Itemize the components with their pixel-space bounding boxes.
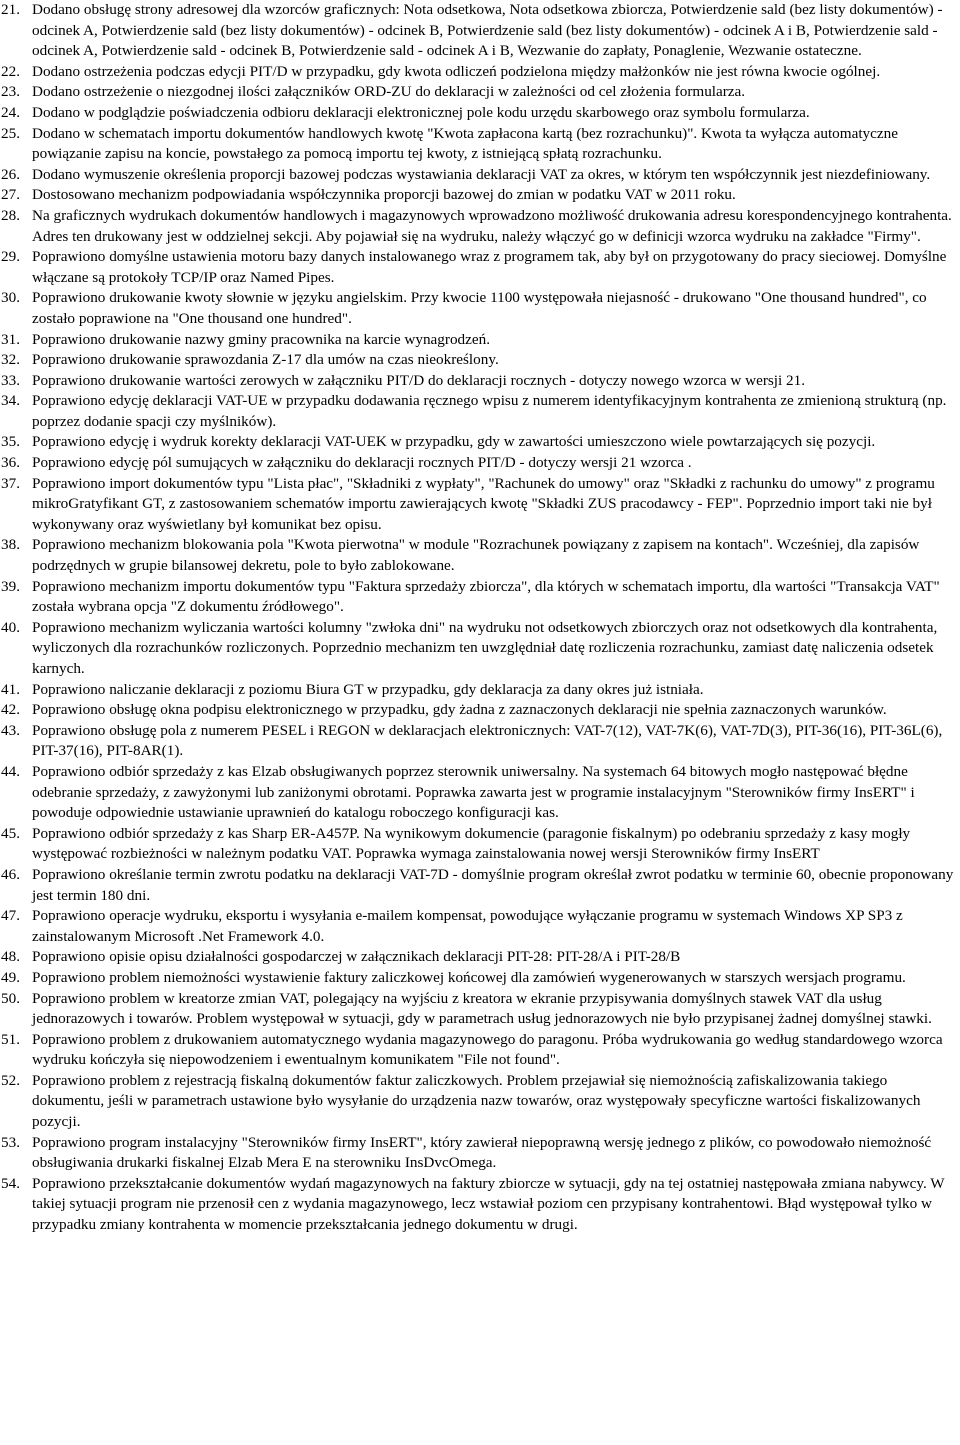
item-text: Poprawiono problem z drukowaniem automatycznego wydania magazynowego do paragonu. Próba wydrukowania go według standardowego wzorca wydruku kończyła się niepowodzeniem i ewentualnym komunikatem "File not found". bbox=[32, 1030, 943, 1069]
list-item bbox=[0, 721, 960, 762]
list-item bbox=[0, 1071, 960, 1133]
item-text: Poprawiono program instalacyjny "Sterowników firmy InsERT", który zawierał niepoprawną wersję jednego z plików, co powodowało niemożność obsługiwania drukarki fiskalnej Elzab Mera E na sterowniku InsDvcOmega. bbox=[32, 1133, 932, 1172]
list-item bbox=[0, 1133, 960, 1174]
item-number: 50. bbox=[1, 989, 20, 1007]
list-item bbox=[0, 288, 960, 329]
list-item bbox=[0, 824, 960, 865]
item-number: 48. bbox=[1, 948, 20, 966]
item-number: 32. bbox=[1, 351, 20, 369]
item-text: Dodano obsługę strony adresowej dla wzorców graficznych: Nota odsetkowa, Nota odsetkowa zbiorcza, Potwierdzenie sald (bez listy dokumentów) - odcinek A, Potwierdzenie sald (bez listy dokumentów) - odcinek B, Potwierdzenie sald (bez listy dokumentów) - odcinek A i B, Potwierdzenie sald - odcinek A, Potwierdzenie sald - odcinek B, Potwierdzenie sald - odcinek A i B, Wezwanie do zapłaty, Ponaglenie, Wezwanie ostateczne. bbox=[32, 1, 943, 60]
item-text: Poprawiono problem niemożności wystawienie faktury zaliczkowej końcowej dla zamówień wygenerowanych w starszych wersjach programu. bbox=[32, 968, 906, 986]
item-text: Poprawiono naliczanie deklaracji z poziomu Biura GT w przypadku, gdy deklaracja za dany okres już istniała. bbox=[32, 680, 704, 698]
item-number: 49. bbox=[1, 968, 20, 986]
item-text: Poprawiono drukowanie kwoty słownie w języku angielskim. Przy kwocie 1100 występowała niejasność - drukowano "One thousand hundred", co zostało poprawione na "One thousand one hundred". bbox=[32, 289, 927, 327]
item-text: Poprawiono edycję i wydruk korekty deklaracji VAT-UEK w przypadku, gdy w zawartości umieszczono wiele powtarzających się pozycji. bbox=[32, 433, 876, 451]
item-text: Poprawiono mechanizm blokowania pola "Kwota pierwotna" w module "Rozrachunek powiązany z zapisem na kontach". Wcześniej, dla zapisów podrzędnych w grupie bilansowej dekretu, pole to było zablokowane. bbox=[32, 536, 920, 575]
list-item bbox=[0, 906, 960, 947]
item-text: Poprawiono drukowanie sprawozdania Z-17 dla umów na czas nieokreślony. bbox=[32, 351, 499, 369]
item-text: Dodano w schematach importu dokumentów handlowych kwotę "Kwota zapłacona kartą (bez rozrachunku)". Kwota ta wyłącza automatyczne powiązanie zapisu na koncie, powstałego za pomocą importu tej kwoty, z istniejącą spłatą rozrachunku. bbox=[32, 124, 898, 163]
item-number: 25. bbox=[1, 124, 20, 142]
item-text: Poprawiono obsługę pola z numerem PESEL i REGON w deklaracjach elektronicznych: VAT-7(12), VAT-7K(6), VAT-7D(3), PIT-36(16), PIT-36L(6), PIT-37(16), PIT-8AR(1). bbox=[32, 721, 943, 760]
list-item bbox=[0, 1030, 960, 1071]
item-number: 31. bbox=[1, 330, 20, 348]
item-text: Poprawiono mechanizm importu dokumentów typu "Faktura sprzedaży zbiorcza", dla których w schematach importu, dla wartości "Transakcja VAT" została wybrana opcja "Z dokumentu źródłowego". bbox=[32, 577, 940, 616]
item-text: Poprawiono edycję pól sumujących w załączniku do deklaracji rocznych PIT/D - dotyczy wersji 21 wzorca . bbox=[32, 454, 692, 472]
list-item bbox=[0, 989, 960, 1030]
item-number: 29. bbox=[1, 248, 20, 266]
item-number: 54. bbox=[1, 1174, 20, 1192]
item-number: 33. bbox=[1, 371, 20, 389]
list-item bbox=[0, 700, 960, 721]
item-number: 47. bbox=[1, 907, 20, 925]
item-text: Dostosowano mechanizm podpowiadania współczynnika proporcji bazowej do zmian w podatku VAT w 2011 roku. bbox=[32, 186, 736, 204]
list-item bbox=[0, 762, 960, 824]
item-number: 27. bbox=[1, 186, 20, 204]
item-text: Poprawiono operacje wydruku, eksportu i wysyłania e-mailem kompensat, powodujące wyłączanie programu w systemach Windows XP SP3 z zainstalowanym Microsoft .Net Framework 4.0. bbox=[32, 907, 903, 945]
item-text: Poprawiono przekształcanie dokumentów wydań magazynowych na faktury zbiorcze w sytuacji, gdy na tej ostatniej następowała zmiana nabywcy. W takiej sytuacji program nie przenosił cen z wydania magazynowego, lecz wstawiał poziom cen przypisany kontrahentowi. Błąd występował tylko w przypadku zmiany kontrahenta w momencie przekształcania jednego dokumentu w drugi. bbox=[32, 1174, 945, 1234]
list-item bbox=[0, 82, 960, 103]
item-number: 38. bbox=[1, 536, 20, 554]
item-text: Poprawiono określanie termin zwrotu podatku na deklaracji VAT-7D - domyślnie program określał zwrot podatku w terminie 60, obecnie proponowany jest termin 180 dni. bbox=[32, 865, 954, 904]
list-item bbox=[0, 432, 960, 453]
list-item bbox=[0, 968, 960, 989]
item-number: 28. bbox=[1, 206, 20, 224]
item-number: 45. bbox=[1, 824, 20, 842]
item-text: Poprawiono drukowanie wartości zerowych w załączniku PIT/D do deklaracji rocznych - dotyczy nowego wzorca w wersji 21. bbox=[32, 371, 806, 389]
item-number: 41. bbox=[1, 680, 20, 698]
item-number: 37. bbox=[1, 474, 20, 492]
list-item bbox=[0, 1174, 960, 1236]
item-number: 21. bbox=[1, 1, 20, 18]
item-text: Dodano wymuszenie określenia proporcji bazowej podczas wystawiania deklaracji VAT za okres, w którym ten współczynnik jest niezdefiniowany. bbox=[32, 165, 931, 183]
item-text: Poprawiono obsługę okna podpisu elektronicznego w przypadku, gdy żadna z zaznaczonych deklaracji nie spełnia zaznaczonych warunków. bbox=[32, 701, 887, 719]
item-text: Poprawiono odbiór sprzedaży z kas Sharp ER-A457P. Na wynikowym dokumencie (paragonie fiskalnym) po odebraniu sprzedaży z kasy mogły występować rozbieżności w należnym podatku VAT. Poprawka wymaga zainstalowania nowej wersji Sterowników firmy InsERT bbox=[32, 824, 911, 863]
item-number: 39. bbox=[1, 577, 20, 595]
item-text: Poprawiono mechanizm wyliczania wartości kolumny "zwłoka dni" na wydruku not odsetkowych zbiorczych oraz not odsetkowych dla kontrahenta, wyliczonych dla rozrachunków rozliczonych. Poprzednio mechanizm ten uwzględniał datę rozliczenia rozrachunku, zamiast datę naliczenia odsetek karnych. bbox=[32, 618, 938, 677]
item-number: 40. bbox=[1, 618, 20, 636]
item-text: Poprawiono import dokumentów typu "Lista płac", "Składniki z wypłaty", "Rachunek do umowy" oraz "Składki z rachunku do umowy" z programu mikroGratyfikant GT, z zastosowaniem schematów importu zawierających kwotę "Składki ZUS pracodawcy - FEP". Poprzednio import taki nie był wykonywany oraz wyświetlany był komunikat bez opisu. bbox=[32, 474, 935, 533]
list-item bbox=[0, 350, 960, 371]
item-number: 26. bbox=[1, 165, 20, 183]
item-text: Dodano ostrzeżenia podczas edycji PIT/D w przypadku, gdy kwota odliczeń podzielona między małżonków nie jest równa kwocie ogólnej. bbox=[32, 62, 881, 80]
item-number: 52. bbox=[1, 1071, 20, 1089]
item-text: Poprawiono problem w kreatorze zmian VAT, polegający na wyjściu z kreatora w ekranie przypisywania domyślnych stawek VAT dla usług jednorazowych i towarów. Problem występował w sytuacji, gdy w parametrach usług jednorazowych nie było przypisanej żadnej domyślnej stawki. bbox=[32, 989, 932, 1028]
list-item bbox=[0, 577, 960, 618]
item-text: Dodano w podglądzie poświadczenia odbioru deklaracji elektronicznej pole kodu urzędu skarbowego oraz symbolu formularza. bbox=[32, 103, 810, 121]
item-number: 22. bbox=[1, 62, 20, 80]
item-number: 34. bbox=[1, 392, 20, 410]
item-text: Dodano ostrzeżenie o niezgodnej ilości załączników ORD-ZU do deklaracji w zależności od cel złożenia formularza. bbox=[32, 83, 746, 101]
list-item bbox=[0, 453, 960, 474]
item-text: Poprawiono edycję deklaracji VAT-UE w przypadku dodawania ręcznego wpisu z numerem identyfikacyjnym kontrahenta ze zmienioną strukturą (np. poprzez dodanie spacji czy myślników). bbox=[32, 392, 947, 430]
item-number: 35. bbox=[1, 433, 20, 451]
item-text: Poprawiono odbiór sprzedaży z kas Elzab obsługiwanych poprzez sterownik uniwersalny. Na systemach 64 bitowych mogło następować błędne odebranie sprzedaży, z zawyżonymi lub zaniżonymi obrotami. Poprawka zawarta jest w programie instalacyjnym "Sterowników firmy InsERT" i powoduje odpowiednie ustawianie uprawnień do katalogu roboczego konfiguracji kas. bbox=[32, 762, 915, 822]
item-text: Na graficznych wydrukach dokumentów handlowych i magazynowych wprowadzono możliwość drukowania adresu korespondencyjnego kontrahenta. Adres ten drukowany jest w oddzielnej sekcji. Aby pojawiał się na wydruku, należy włączyć go w definicji wzorca wydruku na zakładce "Firmy". bbox=[32, 206, 952, 245]
item-text: Poprawiono opisie opisu działalności gospodarczej w załącznikach deklaracji PIT-28: PIT-28/A i PIT-28/B bbox=[32, 948, 681, 966]
item-text: Poprawiono problem z rejestracją fiskalną dokumentów faktur zaliczkowych. Problem przejawiał się niemożnością zafiskalizowania takiego dokumentu, jeśli w parametrach ustawione było wysyłanie do urządzenia nazw towarów, oraz występowały specyficzne wartości fiskalizowanych pozycji. bbox=[32, 1071, 921, 1131]
item-number: 51. bbox=[1, 1030, 20, 1048]
list-item bbox=[0, 0, 960, 62]
list-item bbox=[0, 618, 960, 680]
list-item bbox=[0, 124, 960, 165]
item-number: 43. bbox=[1, 721, 20, 739]
item-number: 36. bbox=[1, 454, 20, 472]
item-number: 44. bbox=[1, 762, 20, 780]
item-text: Poprawiono drukowanie nazwy gminy pracownika na karcie wynagrodzeń. bbox=[32, 330, 491, 348]
item-number: 46. bbox=[1, 865, 20, 883]
list-item bbox=[0, 206, 960, 247]
list-item bbox=[0, 535, 960, 576]
item-number: 42. bbox=[1, 701, 20, 719]
list-item bbox=[0, 391, 960, 432]
list-item bbox=[0, 865, 960, 906]
list-item bbox=[0, 103, 960, 124]
list-item bbox=[0, 680, 960, 701]
item-number: 24. bbox=[1, 103, 20, 121]
list-item bbox=[0, 165, 960, 186]
list-item bbox=[0, 474, 960, 536]
list-item bbox=[0, 371, 960, 392]
list-item bbox=[0, 62, 960, 83]
item-number: 30. bbox=[1, 289, 20, 307]
list-item bbox=[0, 185, 960, 206]
item-number: 53. bbox=[1, 1133, 20, 1151]
item-number: 23. bbox=[1, 83, 20, 101]
list-item bbox=[0, 247, 960, 288]
item-text: Poprawiono domyślne ustawienia motoru bazy danych instalowanego wraz z programem tak, aby był on przygotowany do pracy sieciowej. Domyślne włączane są protokoły TCP/IP oraz Named Pipes. bbox=[32, 248, 947, 286]
list-item bbox=[0, 330, 960, 351]
list-item bbox=[0, 947, 960, 968]
